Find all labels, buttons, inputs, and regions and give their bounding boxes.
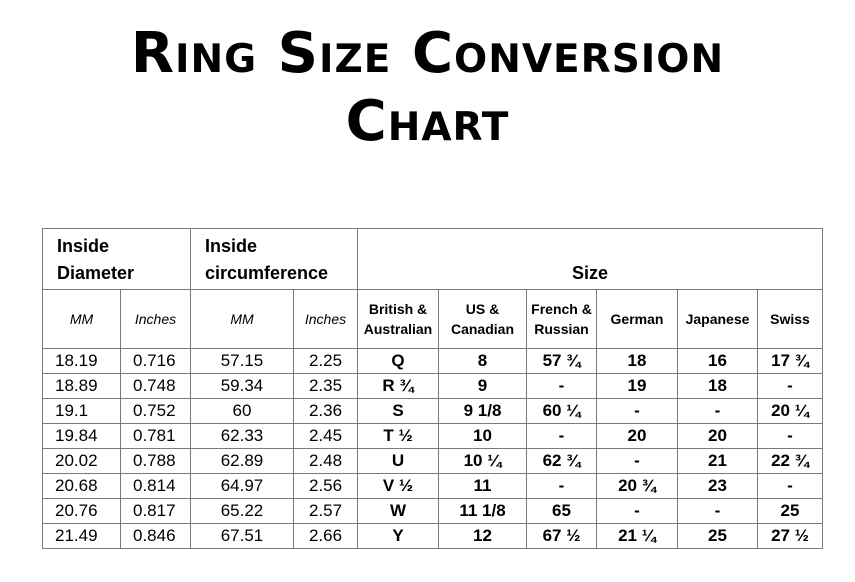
cell-inches-diameter: 0.788 xyxy=(121,449,191,474)
subheader-swiss: Swiss xyxy=(758,290,823,349)
cell-inches-diameter: 0.716 xyxy=(121,349,191,374)
cell-swiss: - xyxy=(758,374,823,399)
table-row xyxy=(43,474,823,499)
cell-inches-circumference: 2.25 xyxy=(294,349,358,374)
table-row xyxy=(43,349,823,374)
cell-british: R ¾ xyxy=(358,374,439,399)
cell-inches-circumference: 2.66 xyxy=(294,524,358,549)
cell-mm-circumference: 64.97 xyxy=(191,474,294,499)
page-title-line2: Chart xyxy=(345,89,510,154)
cell-inches-circumference: 2.36 xyxy=(294,399,358,424)
cell-us: 9 xyxy=(439,374,527,399)
cell-french: - xyxy=(527,424,597,449)
cell-japanese: 16 xyxy=(678,349,758,374)
cell-british: V ½ xyxy=(358,474,439,499)
cell-french: 65 xyxy=(527,499,597,524)
cell-japanese: 23 xyxy=(678,474,758,499)
cell-british: Y xyxy=(358,524,439,549)
cell-german: 20 ¾ xyxy=(597,474,678,499)
cell-inches-diameter: 0.748 xyxy=(121,374,191,399)
cell-british: S xyxy=(358,399,439,424)
cell-swiss: - xyxy=(758,474,823,499)
cell-us: 11 1/8 xyxy=(439,499,527,524)
table-row xyxy=(43,399,823,424)
cell-japanese: 25 xyxy=(678,524,758,549)
cell-inches-diameter: 0.752 xyxy=(121,399,191,424)
cell-mm-diameter: 19.84 xyxy=(43,424,121,449)
cell-mm-circumference: 65.22 xyxy=(191,499,294,524)
cell-us: 8 xyxy=(439,349,527,374)
cell-british: Q xyxy=(358,349,439,374)
subheader-japanese: Japanese xyxy=(678,290,758,349)
cell-inches-circumference: 2.48 xyxy=(294,449,358,474)
subheader-inches-circumference: Inches xyxy=(294,290,358,349)
cell-mm-circumference: 60 xyxy=(191,399,294,424)
cell-mm-diameter: 20.76 xyxy=(43,499,121,524)
subheader-british: British & Australian xyxy=(358,290,439,349)
cell-inches-diameter: 0.817 xyxy=(121,499,191,524)
cell-swiss: - xyxy=(758,424,823,449)
cell-german: - xyxy=(597,499,678,524)
cell-inches-circumference: 2.35 xyxy=(294,374,358,399)
cell-swiss: 17 ¾ xyxy=(758,349,823,374)
cell-mm-circumference: 62.33 xyxy=(191,424,294,449)
cell-mm-circumference: 59.34 xyxy=(191,374,294,399)
cell-german: 19 xyxy=(597,374,678,399)
table-row xyxy=(43,424,823,449)
cell-us: 9 1/8 xyxy=(439,399,527,424)
cell-us: 11 xyxy=(439,474,527,499)
subheader-inches-diameter: Inches xyxy=(121,290,191,349)
cell-japanese: 20 xyxy=(678,424,758,449)
header-inside-circumference: Inside circumference xyxy=(191,229,358,290)
subheader-mm-diameter: MM xyxy=(43,290,121,349)
cell-german: - xyxy=(597,399,678,424)
cell-inches-circumference: 2.57 xyxy=(294,499,358,524)
cell-mm-diameter: 18.19 xyxy=(43,349,121,374)
subheader-german: German xyxy=(597,290,678,349)
cell-us: 10 xyxy=(439,424,527,449)
cell-mm-diameter: 20.68 xyxy=(43,474,121,499)
cell-mm-circumference: 62.89 xyxy=(191,449,294,474)
subheader-us: US & Canadian xyxy=(439,290,527,349)
cell-french: 57 ¾ xyxy=(527,349,597,374)
cell-japanese: - xyxy=(678,499,758,524)
cell-swiss: 27 ½ xyxy=(758,524,823,549)
cell-mm-diameter: 20.02 xyxy=(43,449,121,474)
header-size: Size xyxy=(358,229,823,290)
cell-japanese: - xyxy=(678,399,758,424)
cell-swiss: 20 ¼ xyxy=(758,399,823,424)
cell-german: 21 ¼ xyxy=(597,524,678,549)
cell-us: 12 xyxy=(439,524,527,549)
cell-swiss: 25 xyxy=(758,499,823,524)
cell-japanese: 18 xyxy=(678,374,758,399)
cell-inches-diameter: 0.781 xyxy=(121,424,191,449)
cell-inches-diameter: 0.814 xyxy=(121,474,191,499)
cell-inches-circumference: 2.56 xyxy=(294,474,358,499)
cell-mm-circumference: 67.51 xyxy=(191,524,294,549)
cell-mm-circumference: 57.15 xyxy=(191,349,294,374)
cell-french: 62 ¾ xyxy=(527,449,597,474)
cell-german: 18 xyxy=(597,349,678,374)
cell-french: 60 ¼ xyxy=(527,399,597,424)
cell-british: U xyxy=(358,449,439,474)
cell-french: 67 ½ xyxy=(527,524,597,549)
cell-inches-diameter: 0.846 xyxy=(121,524,191,549)
cell-inches-circumference: 2.45 xyxy=(294,424,358,449)
cell-mm-diameter: 21.49 xyxy=(43,524,121,549)
cell-mm-diameter: 18.89 xyxy=(43,374,121,399)
subheader-french: French & Russian xyxy=(527,290,597,349)
subheader-mm-circumference: MM xyxy=(191,290,294,349)
table-row xyxy=(43,499,823,524)
cell-german: - xyxy=(597,449,678,474)
cell-japanese: 21 xyxy=(678,449,758,474)
table-row xyxy=(43,524,823,549)
cell-french: - xyxy=(527,474,597,499)
table-row xyxy=(43,449,823,474)
ring-size-table xyxy=(42,228,823,549)
table-row xyxy=(43,374,823,399)
cell-mm-diameter: 19.1 xyxy=(43,399,121,424)
header-inside-diameter: Inside Diameter xyxy=(43,229,191,290)
cell-german: 20 xyxy=(597,424,678,449)
cell-swiss: 22 ¾ xyxy=(758,449,823,474)
cell-british: W xyxy=(358,499,439,524)
cell-french: - xyxy=(527,374,597,399)
page-title-line1: Ring Size Conversion xyxy=(130,21,725,86)
cell-us: 10 ¼ xyxy=(439,449,527,474)
cell-british: T ½ xyxy=(358,424,439,449)
